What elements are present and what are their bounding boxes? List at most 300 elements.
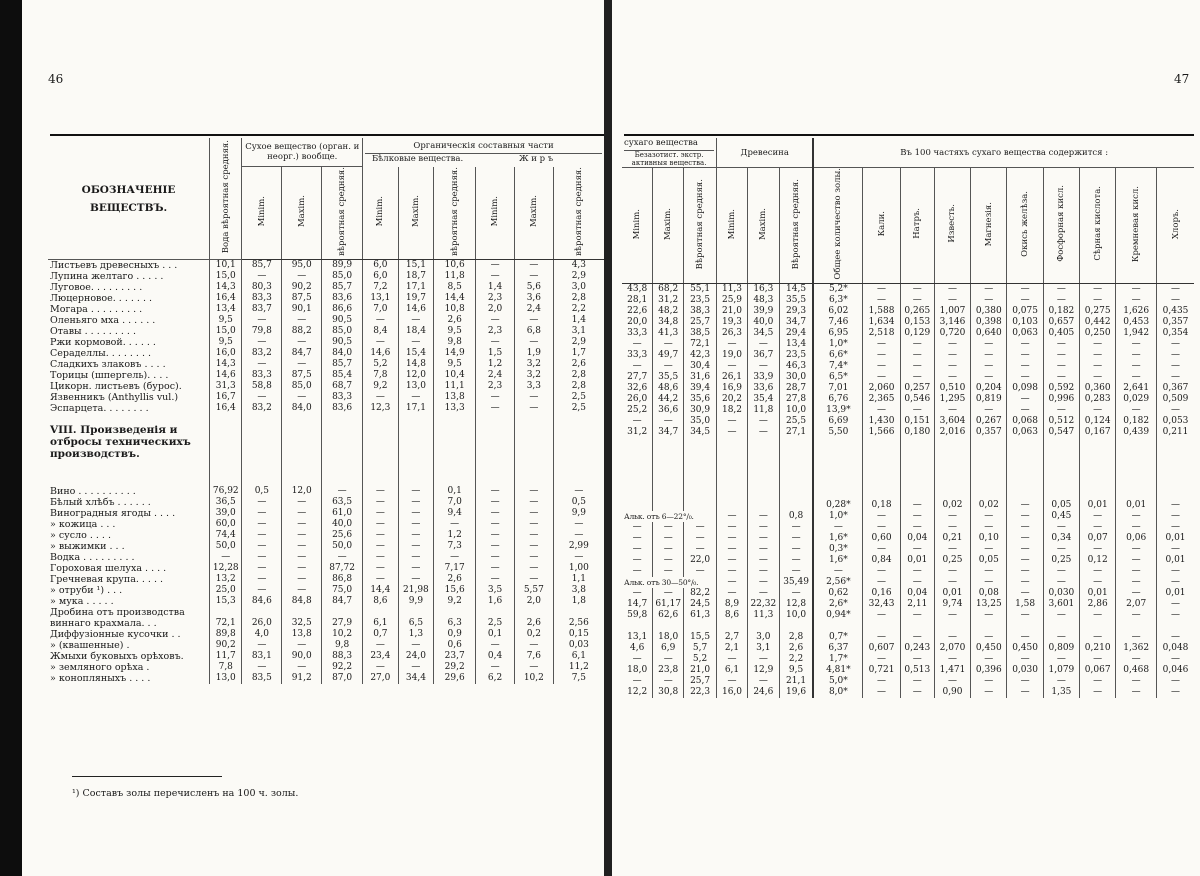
table-cell: 0,06 — [1116, 533, 1157, 544]
table-cell: 46,3 — [779, 361, 813, 372]
table-cell: 5,2* — [813, 283, 862, 295]
table-cell: — — [1116, 350, 1157, 361]
table-cell: 1,1 — [553, 574, 604, 585]
table-cell: — — [1157, 566, 1194, 577]
table-cell: — — [653, 361, 684, 372]
left-rows-group-a — [48, 260, 604, 415]
table-cell: 35,0 — [684, 416, 717, 427]
table-cell: 9,9 — [553, 508, 604, 519]
table-cell: 0,721 — [863, 665, 900, 676]
table-cell: — — [717, 427, 748, 438]
table-row — [622, 317, 1194, 328]
table-cell: 84,0 — [282, 403, 322, 414]
table-cell: 0,62 — [813, 588, 862, 599]
table-cell — [282, 607, 322, 618]
table-cell: 6,6* — [813, 350, 862, 361]
table-cell: 2,8 — [553, 293, 604, 304]
table-cell: 15,3 — [210, 596, 242, 607]
table-cell: 76,92 — [210, 486, 242, 497]
table-cell: 32,5 — [282, 618, 322, 629]
row-label: Бѣлый хлѣбъ . . . . . . — [50, 497, 151, 508]
table-cell: 0,063 — [1007, 328, 1043, 339]
table-cell: — — [717, 416, 748, 427]
table-cell: 0,21 — [934, 533, 970, 544]
table-cell: 2,365 — [863, 394, 900, 405]
table-cell: — — [476, 552, 515, 563]
table-cell: 14,6 — [210, 370, 242, 381]
table-row — [622, 665, 1194, 676]
table-cell: — — [747, 511, 779, 522]
table-cell: 41,3 — [653, 328, 684, 339]
table-row — [622, 283, 1194, 295]
table-row — [48, 282, 604, 293]
table-cell: 3,8 — [553, 585, 604, 596]
table-cell: — — [398, 541, 434, 552]
table-cell: — — [900, 500, 934, 511]
table-row — [622, 566, 1194, 577]
table-cell: 7,0 — [363, 304, 399, 315]
table-cell: 16,0 — [717, 687, 748, 698]
table-cell: 35,6 — [684, 394, 717, 405]
table-cell: 0,640 — [971, 328, 1007, 339]
table-cell: 22,6 — [627, 305, 648, 316]
table-cell: 8,5 — [434, 282, 476, 293]
table-cell: — — [1157, 687, 1194, 698]
table-cell: 1,9 — [514, 348, 553, 359]
table-cell: 0,6 — [434, 640, 476, 651]
table-cell: — — [363, 337, 399, 348]
table-cell: 36,6 — [653, 405, 684, 416]
table-cell: 16,0 — [210, 348, 242, 359]
table-cell: — — [863, 654, 900, 665]
table-cell: 18,0 — [627, 664, 648, 675]
table-cell: — — [900, 339, 934, 350]
table-row — [48, 392, 604, 403]
table-cell: — — [900, 566, 934, 577]
table-cell: — — [863, 544, 900, 555]
table-cell: — — [322, 486, 363, 497]
table-cell: — — [971, 632, 1007, 643]
table-cell: 14,4 — [434, 293, 476, 304]
table-row — [622, 544, 1194, 555]
table-cell: 7,46 — [813, 317, 862, 328]
table-cell: 5,2 — [363, 359, 399, 370]
table-cell: 55,1 — [684, 283, 717, 295]
top-rule-right — [624, 134, 1194, 136]
table-cell: — — [934, 522, 970, 533]
table-cell: — — [514, 271, 553, 282]
table-cell: 84,6 — [242, 596, 282, 607]
table-cell: — — [553, 519, 604, 530]
table-cell: 13,2 — [210, 574, 242, 585]
table-cell: — — [1007, 632, 1043, 643]
table-cell: 7,6 — [514, 651, 553, 662]
header-prob: вѣроятная средняя. — [553, 167, 604, 260]
table-cell: 83,7 — [242, 304, 282, 315]
table-cell: — — [863, 372, 900, 383]
table-cell: 68,7 — [322, 381, 363, 392]
table-cell: 33,3 — [627, 349, 648, 360]
table-cell — [363, 607, 399, 618]
table-row — [622, 416, 1194, 427]
table-cell: — — [398, 563, 434, 574]
table-cell: 2,6 — [434, 574, 476, 585]
table-cell: 32,6 — [627, 382, 648, 393]
table-cell: 0,18 — [863, 500, 900, 511]
table-cell: — — [434, 519, 476, 530]
table-cell: — — [863, 339, 900, 350]
table-cell: — — [1080, 544, 1116, 555]
table-cell: 10,8 — [434, 304, 476, 315]
table-cell: 10,4 — [434, 370, 476, 381]
table-cell: — — [934, 283, 970, 295]
table-cell: 2,5 — [553, 392, 604, 403]
table-cell: — — [1080, 405, 1116, 416]
table-cell: — — [934, 676, 970, 687]
table-cell: 15,4 — [398, 348, 434, 359]
table-cell: 1,0* — [813, 339, 862, 350]
table-cell: — — [971, 544, 1007, 555]
table-cell: 43,8 — [627, 283, 648, 294]
table-cell: — — [632, 532, 642, 543]
table-cell: — — [1080, 654, 1116, 665]
table-cell: — — [684, 566, 717, 577]
table-cell: — — [1080, 687, 1116, 698]
header-iron: Окись желѣза. — [1007, 168, 1043, 284]
right-rows-group-a — [622, 283, 1194, 438]
table-cell: — — [632, 653, 642, 664]
table-cell: — — [632, 554, 642, 565]
table-cell: 2,016 — [934, 427, 970, 438]
table-cell: — — [363, 486, 399, 497]
row-label: Люцерновое. . . . . . . — [50, 293, 153, 304]
table-cell: — — [971, 654, 1007, 665]
row-label: Виноградныя ягоды . . . . — [50, 508, 176, 519]
table-cell: — — [717, 522, 748, 533]
header-maxim: Maxim. — [514, 167, 553, 260]
table-row — [48, 486, 604, 497]
table-cell: 11,2 — [553, 662, 604, 673]
table-cell: 85,0 — [322, 326, 363, 337]
table-cell: — — [1007, 566, 1043, 577]
table-cell: — — [242, 519, 282, 530]
table-cell: 0,450 — [971, 643, 1007, 654]
header-name: ОБОЗНАЧЕНІЕ ВЕЩЕСТВЪ. — [48, 138, 210, 260]
table-cell: 0,243 — [900, 643, 934, 654]
header-lime: Известь. — [934, 168, 970, 284]
table-cell: 23,5 — [779, 350, 813, 361]
table-cell: — — [971, 372, 1007, 383]
table-cell: 4,6 — [629, 642, 645, 653]
table-cell: 8,6 — [717, 610, 748, 621]
table-cell: 34,7 — [653, 427, 684, 438]
table-cell: 0,450 — [1007, 643, 1043, 654]
table-cell: — — [514, 530, 553, 541]
table-cell: 5,6 — [514, 282, 553, 293]
table-cell: — — [363, 541, 399, 552]
table-row — [48, 519, 604, 530]
table-cell: — — [1116, 577, 1157, 588]
table-cell: 33,3 — [627, 327, 648, 338]
table-cell: 62,6 — [653, 610, 684, 621]
table-cell: 3,0 — [747, 632, 779, 643]
table-row — [48, 629, 604, 640]
table-cell: 82,2 — [684, 588, 717, 599]
table-cell: — — [971, 361, 1007, 372]
table-cell: 1,942 — [1116, 328, 1157, 339]
table-cell: — — [863, 676, 900, 687]
table-row — [48, 640, 604, 651]
table-cell: — — [514, 508, 553, 519]
table-cell: 9,4 — [434, 508, 476, 519]
table-cell: — — [1007, 577, 1043, 588]
table-cell: 0,02 — [971, 500, 1007, 511]
table-cell: — — [1157, 676, 1194, 687]
table-cell: — — [210, 552, 242, 563]
table-cell — [813, 621, 862, 632]
table-cell — [747, 500, 779, 511]
table-cell: — — [242, 530, 282, 541]
table-cell: — — [779, 566, 813, 577]
table-cell: — — [717, 555, 748, 566]
table-cell: 0,442 — [1080, 317, 1116, 328]
table-cell: — — [653, 544, 684, 555]
footnote-rule — [72, 776, 222, 777]
table-cell: — — [1157, 632, 1194, 643]
table-cell: 25,0 — [210, 585, 242, 596]
table-cell: — — [813, 522, 862, 533]
table-cell — [779, 500, 813, 511]
table-cell: — — [1080, 361, 1116, 372]
table-row — [622, 383, 1194, 394]
table-cell: 90,5 — [322, 315, 363, 326]
table-cell: 0,405 — [1043, 328, 1079, 339]
table-cell: 9,5 — [779, 665, 813, 676]
table-cell: 30,9 — [684, 405, 717, 416]
table-cell: — — [717, 361, 748, 372]
table-cell: 0,512 — [1043, 416, 1079, 427]
table-cell: — — [282, 497, 322, 508]
table-cell: — — [900, 361, 934, 372]
table-cell: — — [1007, 654, 1043, 665]
table-cell: — — [476, 519, 515, 530]
table-cell: 0,45 — [1043, 511, 1079, 522]
table-cell: — — [1080, 676, 1116, 687]
table-cell: — — [1157, 544, 1194, 555]
table-cell: 1,471 — [934, 665, 970, 676]
table-cell: — — [717, 654, 748, 665]
table-cell: — — [398, 640, 434, 651]
table-cell: — — [934, 544, 970, 555]
table-cell: 6,2 — [476, 673, 515, 684]
table-cell — [322, 607, 363, 618]
table-cell: — — [282, 315, 322, 326]
table-cell: 75,0 — [322, 585, 363, 596]
table-cell: — — [653, 566, 684, 577]
table-cell: 24,0 — [398, 651, 434, 662]
table-cell: 13,8 — [434, 392, 476, 403]
table-cell: 33,6 — [747, 383, 779, 394]
table-row — [622, 361, 1194, 372]
table-cell: 33,9 — [747, 372, 779, 383]
table-cell: 2,56 — [553, 618, 604, 629]
table-cell: — — [282, 640, 322, 651]
table-cell: — — [747, 522, 779, 533]
table-cell: — — [363, 508, 399, 519]
table-cell: 34,5 — [747, 328, 779, 339]
table-cell: 1,007 — [934, 306, 970, 317]
table-cell — [747, 621, 779, 632]
header-total-ash: Общее количество золы. — [813, 168, 862, 284]
table-cell: 29,4 — [779, 328, 813, 339]
table-row — [48, 359, 604, 370]
table-cell: 0,048 — [1157, 643, 1194, 654]
table-cell: — — [934, 295, 970, 306]
table-cell: 23,5 — [684, 295, 717, 306]
table-cell: 6,0 — [363, 260, 399, 272]
table-cell: — — [863, 361, 900, 372]
table-cell: — — [1007, 372, 1043, 383]
table-cell: 90,0 — [282, 651, 322, 662]
table-cell: — — [282, 337, 322, 348]
table-cell: 0,01 — [1080, 588, 1116, 599]
table-cell: 0,211 — [1157, 427, 1194, 438]
row-label: Вино . . . . . . . . . . — [50, 486, 136, 497]
row-label: Оленьяго мха . . . . . . — [50, 315, 156, 326]
table-cell: — — [398, 519, 434, 530]
section-title: VIII. Произведенія и отбросы техническихъ производствъ. — [50, 424, 191, 460]
table-cell: — — [1043, 654, 1079, 665]
table-cell: 7,17 — [434, 563, 476, 574]
row-label: Отавы . . . . . . . . . — [50, 326, 136, 337]
table-cell — [434, 607, 476, 618]
table-cell: 23,8 — [653, 665, 684, 676]
table-cell: 35,4 — [747, 394, 779, 405]
table-cell: — — [434, 552, 476, 563]
table-row — [622, 295, 1194, 306]
table-cell: 18,7 — [398, 271, 434, 282]
table-cell: — — [363, 392, 399, 403]
table-cell: — — [632, 587, 642, 598]
table-cell: 3,1 — [747, 643, 779, 654]
table-cell: — — [653, 416, 684, 427]
table-cell: — — [779, 555, 813, 566]
header-minim: Minim. — [363, 167, 399, 260]
row-label: Дробина отъ производства — [50, 607, 185, 618]
table-cell: — — [363, 552, 399, 563]
table-cell: 31,6 — [684, 372, 717, 383]
table-cell: 15,5 — [684, 632, 717, 643]
table-cell: — — [282, 359, 322, 370]
table-cell: 21,0 — [717, 306, 748, 317]
table-cell: — — [1157, 339, 1194, 350]
table-cell: — — [684, 522, 717, 533]
table-cell: — — [684, 533, 717, 544]
table-cell: — — [632, 338, 642, 349]
table-cell: — — [934, 577, 970, 588]
table-cell: — — [476, 403, 515, 414]
table-cell: 10,0 — [779, 405, 813, 416]
table-row — [622, 511, 1194, 522]
table-cell: — — [1007, 555, 1043, 566]
table-cell: 89,8 — [210, 629, 242, 640]
table-cell: 39,0 — [210, 508, 242, 519]
table-cell: — — [476, 337, 515, 348]
table-cell: — — [363, 519, 399, 530]
table-cell: — — [1116, 361, 1157, 372]
table-cell — [242, 607, 282, 618]
table-cell: — — [242, 662, 282, 673]
table-cell: — — [242, 392, 282, 403]
table-cell: 10,0 — [779, 610, 813, 621]
table-cell: 5,2 — [684, 654, 717, 665]
table-cell: 2,99 — [553, 541, 604, 552]
table-cell: 2,8 — [779, 632, 813, 643]
row-label: Эспарцета. . . . . . . . — [50, 403, 149, 414]
table-cell: — — [632, 675, 642, 686]
table-cell: — — [934, 566, 970, 577]
table-cell: 58,8 — [242, 381, 282, 392]
table-cell: 0,996 — [1043, 394, 1079, 405]
table-cell: 2,5 — [553, 403, 604, 414]
header-chlorine: Хлоръ. — [1157, 168, 1194, 284]
table-row — [622, 350, 1194, 361]
table-cell: 0,153 — [900, 317, 934, 328]
table-cell: — — [242, 563, 282, 574]
table-cell: 9,9 — [398, 596, 434, 607]
table-cell: 13,3 — [434, 403, 476, 414]
table-row — [622, 676, 1194, 687]
table-cell: 84,0 — [322, 348, 363, 359]
table-cell: 72,1 — [210, 618, 242, 629]
table-cell: 0,453 — [1116, 317, 1157, 328]
table-cell: 85,7 — [322, 359, 363, 370]
table-cell — [653, 500, 684, 511]
table-cell: 91,2 — [282, 673, 322, 684]
table-cell: 1,2 — [434, 530, 476, 541]
table-cell: 19,0 — [717, 350, 748, 361]
table-cell: — — [1116, 566, 1157, 577]
table-cell: 5,50 — [813, 427, 862, 438]
table-cell: 6,02 — [813, 306, 862, 317]
table-cell: 0,4 — [476, 651, 515, 662]
table-cell: 2,0 — [514, 596, 553, 607]
row-label: » конопляныхъ . . . . — [50, 673, 151, 684]
table-cell: 3,146 — [934, 317, 970, 328]
header-maxim: Maxim. — [747, 168, 779, 284]
table-cell: 14,9 — [434, 348, 476, 359]
table-cell: 2,8 — [553, 381, 604, 392]
table-row — [622, 372, 1194, 383]
table-cell: 2,8 — [553, 370, 604, 381]
table-cell: 31,2 — [627, 426, 648, 437]
table-cell: — — [1157, 405, 1194, 416]
table-cell: 20,0 — [627, 316, 648, 327]
table-cell: 1,566 — [863, 427, 900, 438]
table-cell: — — [1157, 599, 1194, 610]
table-row — [48, 348, 604, 359]
table-cell: 63,5 — [322, 497, 363, 508]
table-cell: 83,2 — [242, 403, 282, 414]
table-cell: 16,9 — [717, 383, 748, 394]
table-cell: 2,5 — [476, 618, 515, 629]
header-prob: вѣроятная средняя. — [434, 167, 476, 260]
table-cell: 2,2 — [553, 304, 604, 315]
table-cell: — — [747, 577, 779, 588]
table-row — [48, 508, 604, 519]
table-cell: 13,0 — [398, 381, 434, 392]
table-cell: — — [1157, 522, 1194, 533]
